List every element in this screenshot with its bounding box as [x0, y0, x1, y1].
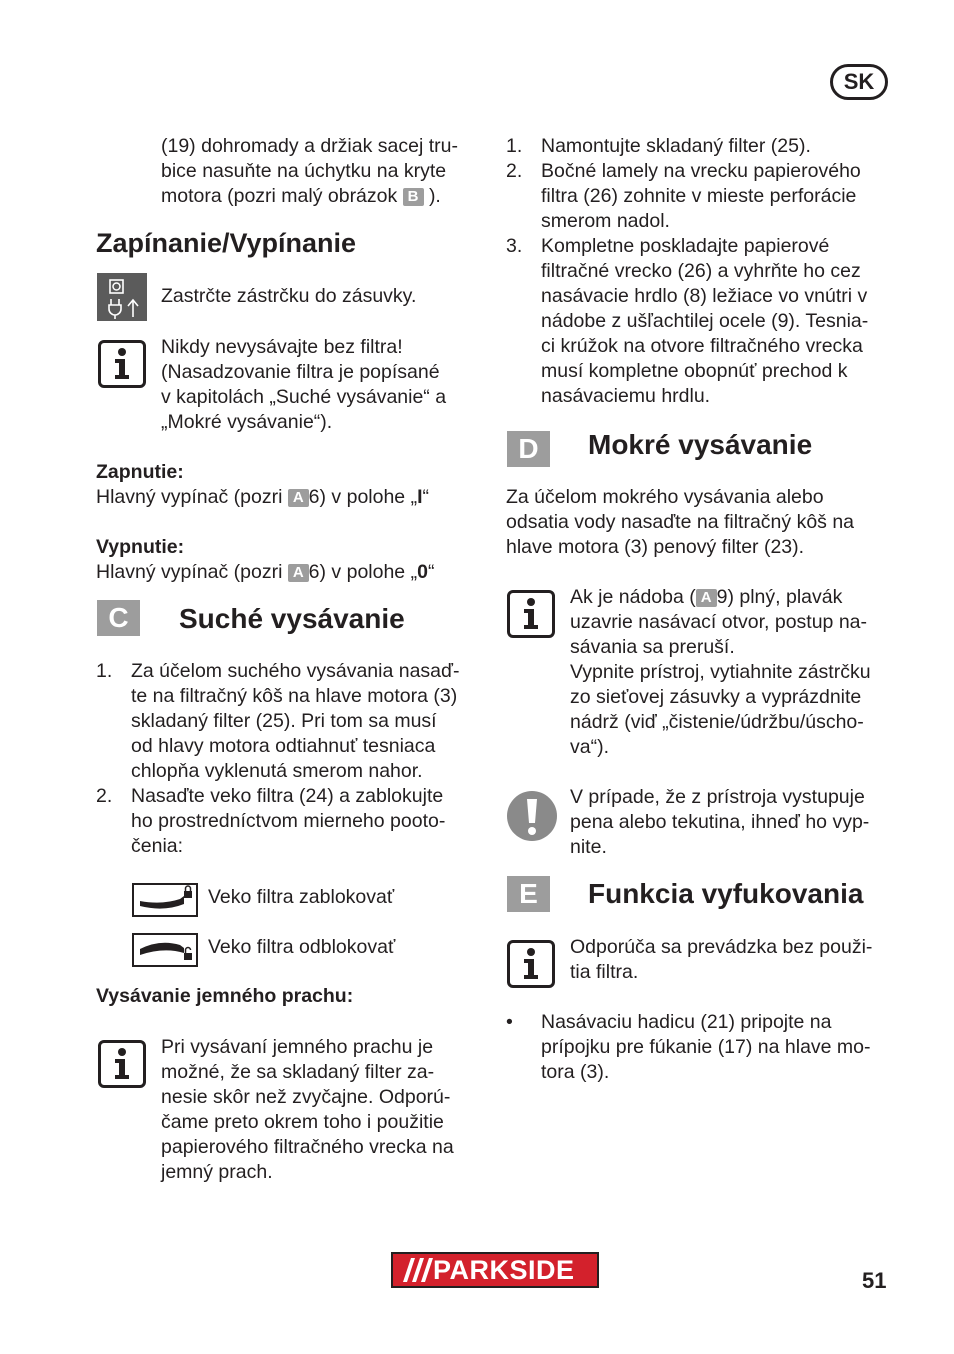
blow-info-text: Odporúča sa prevádzka bez použi- tia filtra.: [570, 936, 873, 983]
info-icon: [98, 340, 146, 388]
language-badge-text: SK: [843, 69, 875, 94]
blow-steps: [506, 1010, 896, 1085]
fine-dust-heading: Vysávanie jemného prachu:: [96, 985, 354, 1007]
dry-vacuum-steps: [96, 659, 486, 859]
warning-text: V prípade, že z prístroja vystupuje pena alebo tekutina, ihneď ho vyp- nite.: [570, 786, 870, 858]
figure-ref-a: A: [288, 564, 309, 582]
heading-wet-vacuum: Mokré vysávanie: [588, 429, 813, 460]
figure-ref-a: A: [288, 489, 309, 507]
list-item: 2. Bočné lamely na vrecku papierového filtra (26) zohnite v mieste perforácie smerom nadol.: [506, 160, 861, 232]
unlock-lid-icon: [132, 933, 198, 967]
plug-icon: [97, 273, 147, 321]
plug-text: Zastrčte zástrčku do zásuvky.: [161, 285, 417, 307]
lock-lid-icon: [132, 883, 198, 917]
list-item: • Nasávaciu hadicu (21) pripojte na prípojku pre fúkanie (17) na hlave mo- tora (3).: [506, 1011, 871, 1083]
page-number: 51: [862, 1268, 887, 1293]
fine-dust-text: Pri vysávaní jemného prachu je možné, že sa skladaný filter za- nesie skôr než zvyčajne. Odporú- čame preto okrem toho i použitie papierového filtračného vrecka na jemný prach.: [161, 1036, 454, 1183]
section-letter-d: D: [507, 431, 550, 467]
section-letter-e: E: [507, 876, 550, 912]
switch-off-label: Vypnutie:: [96, 536, 185, 558]
list-item: 2. Nasaďte veko filtra (24) a zablokujte ho prostredníctvom mierneho pooto- čenia:: [96, 785, 446, 857]
language-badge: [830, 64, 888, 100]
parkside-logo: [391, 1252, 599, 1288]
section-letter-c: C: [97, 600, 140, 636]
list-item: 3. Kompletne poskladajte papierové filtračné vrecko (26) a vyhrňte ho cez nasávacie hrdlo (8) ležiace vo vnútri v nádobe z ušľachtilej ocele (9). Tesnia- ci krúžok na otvore filtračného vrecka musí kompletne obopnúť prechod k nasávaciemu hrdlu.: [506, 235, 869, 407]
heading-dry-vacuum: Suché vysávanie: [179, 603, 405, 634]
float-info-text: Ak je nádoba ( A 9) plný, plavák uzavrie nasávací otvor, postup na- sávania sa preruší. Vypnite prístroj, vytiahnite zástrčku zo sieťovej zásuvky a vyprázdnite nádrž (viď „čistenie/údržbu/úscho- va“).: [570, 586, 871, 758]
figure-ref-a: A: [696, 589, 717, 607]
info-icon: [507, 590, 555, 638]
unlock-lid-label: Veko filtra odblokovať: [208, 936, 396, 958]
heading-blow-function: Funkcia vyfukovania: [588, 878, 864, 909]
warning-icon: [506, 790, 558, 842]
wet-vacuum-intro: Za účelom mokrého vysávania alebo odsatia vody nasaďte na filtračný kôš na hlave motora (3) penový filter (23).: [506, 486, 855, 558]
switch-off-block: Vypnutie: Hlavný vypínač (pozri A 6) v polohe „0“: [96, 535, 476, 585]
brand-name: PARKSIDE: [433, 1255, 575, 1285]
paper-filter-steps: [506, 134, 896, 409]
info-no-filter: Nikdy nevysávajte bez filtra! (Nasadzovanie filtra je popísané v kapitolách „Suché vysávanie“ a „Mokré vysávanie“).: [161, 336, 447, 433]
info-icon: [507, 940, 555, 988]
info-icon: [98, 1040, 146, 1088]
switch-on-label: Zapnutie:: [96, 461, 184, 483]
figure-ref-b: B: [403, 188, 424, 206]
list-item: 1. Za účelom suchého vysávania nasaď- te na filtračný kôš na hlave motora (3) skladaný filter (25). Pri tom sa musí od hlavy motora odtiahnuť tesniaca chlopňa vyklenutá smerom nahor.: [96, 660, 460, 782]
lock-lid-label: Veko filtra zablokovať: [208, 886, 395, 908]
heading-on-off: Zapínanie/Vypínanie: [96, 228, 357, 258]
intro-paragraph: (19) dohromady a držiak sacej tru- bice nasuňte na úchytku na kryte motora (pozri malý obrázok B ).: [161, 135, 458, 207]
switch-on-block: Zapnutie: Hlavný vypínač (pozri A 6) v polohe „I“: [96, 460, 476, 510]
list-item: 1. Namontujte skladaný filter (25).: [506, 135, 811, 157]
